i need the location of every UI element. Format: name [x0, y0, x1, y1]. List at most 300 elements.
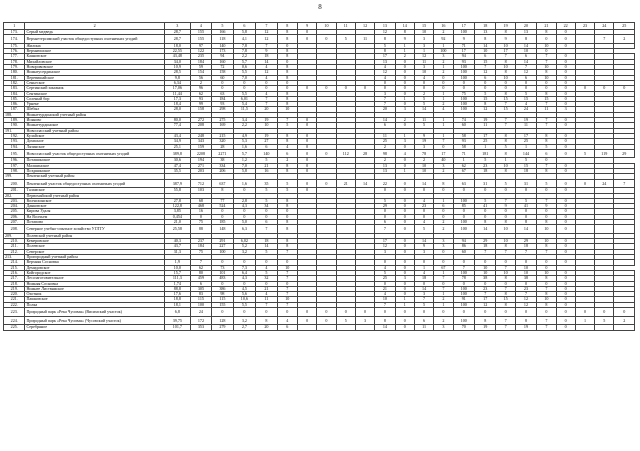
value-cell: 5	[575, 149, 594, 158]
value-cell: 8	[277, 169, 297, 174]
value-cell: 10	[496, 75, 515, 80]
value-cell: 7	[537, 54, 556, 59]
value-cell: 291	[212, 239, 233, 244]
value-cell: 7	[474, 65, 495, 70]
value-cell: 0	[556, 188, 575, 193]
value-cell: 34,0	[164, 59, 190, 64]
value-cell: 0	[556, 123, 575, 128]
area-name-cell: Потапово	[25, 219, 165, 224]
value-cell: 8	[496, 139, 515, 144]
value-cell: 100	[453, 75, 474, 80]
value-cell: 10	[474, 270, 495, 275]
value-cell: 0	[556, 96, 575, 101]
value-cell: 0	[395, 308, 414, 317]
value-cell: 172	[190, 316, 211, 325]
table-row	[4, 225, 635, 234]
value-cell: 3	[375, 249, 395, 254]
value-cell: 0	[233, 209, 256, 214]
value-cell: 7	[537, 118, 556, 123]
column-number-cell: 10	[317, 23, 336, 30]
value-cell: 0	[537, 265, 556, 270]
value-cell: 75	[190, 249, 211, 254]
row-number-cell: 215.	[4, 265, 25, 270]
row-number-cell: 201.	[4, 188, 25, 193]
value-cell: 0	[537, 35, 556, 44]
value-cell: 4	[414, 198, 433, 203]
value-cell: 0	[556, 163, 575, 168]
value-cell: 0	[434, 86, 453, 91]
row-number-cell: 186.	[4, 102, 25, 107]
row-number-cell: 204.	[4, 204, 25, 209]
area-name-cell: Нижнеусердинское	[25, 70, 165, 75]
value-cell: 11	[515, 123, 536, 128]
area-name-cell: Поздшинское	[25, 169, 165, 174]
value-cell: 0	[434, 281, 453, 286]
value-cell: 0	[395, 260, 414, 265]
value-cell: 0	[474, 260, 495, 265]
value-cell: 14	[414, 107, 433, 112]
value-cell: 8	[277, 198, 297, 203]
area-name-cell: Таламское	[25, 188, 165, 193]
value-cell: 0	[414, 281, 433, 286]
row-number-cell: 173.	[4, 30, 25, 35]
value-cell: 7	[277, 118, 297, 123]
value-cell: 0	[256, 308, 277, 317]
column-number-cell: 20	[515, 23, 536, 30]
value-cell: 1	[434, 65, 453, 70]
value-cell: 16	[190, 209, 211, 214]
area-name-cell: Пензенский учетный район	[25, 174, 165, 179]
value-cell: 59	[190, 65, 211, 70]
value-cell: 0	[375, 86, 395, 91]
value-cell: 248	[190, 133, 211, 138]
value-cell: 0	[395, 70, 414, 75]
value-cell: 47,4	[164, 163, 190, 168]
row-number-cell: 225.	[4, 325, 25, 330]
value-cell: 3	[414, 249, 433, 254]
value-cell: 0	[537, 209, 556, 214]
value-cell: 8	[474, 219, 495, 224]
area-name-cell: Новоспасский учетный район	[25, 128, 165, 133]
value-cell: 2271	[212, 149, 233, 158]
value-cell: 7	[537, 102, 556, 107]
value-cell: 0	[375, 260, 395, 265]
value-cell: 9	[496, 35, 515, 44]
value-cell: 5,6	[233, 292, 256, 297]
value-cell: 0	[556, 169, 575, 174]
row-number-cell: 195.	[4, 149, 25, 158]
value-cell: 0	[496, 188, 515, 193]
column-number-cell: 19	[496, 23, 515, 30]
value-cell: 0	[614, 308, 635, 317]
value-cell: 353	[190, 325, 211, 330]
value-cell: 8	[515, 316, 536, 325]
value-cell	[317, 225, 336, 234]
value-cell: 0	[537, 260, 556, 265]
value-cell: 5	[537, 144, 556, 149]
value-cell: 184	[190, 59, 211, 64]
value-cell: 8	[256, 316, 277, 325]
value-cell: 637	[212, 179, 233, 188]
area-name-cell: Михайловское	[25, 59, 165, 64]
value-cell: 0	[297, 169, 316, 174]
value-cell: 14	[474, 43, 495, 48]
value-cell: 2	[434, 225, 453, 234]
value-cell: 7	[277, 286, 297, 291]
value-cell: 4	[434, 107, 453, 112]
value-cell: 71	[453, 149, 474, 158]
value-cell: 6	[375, 219, 395, 224]
area-name-cell: Первомайский учетный район	[25, 193, 165, 198]
value-cell: 75	[453, 91, 474, 96]
value-cell: 5,8	[233, 30, 256, 35]
value-cell: 5	[537, 179, 556, 188]
table-row	[4, 149, 635, 158]
value-cell: 93	[453, 139, 474, 144]
value-cell: 8	[496, 149, 515, 158]
area-name-cell: Койгородское	[25, 270, 165, 275]
value-cell: 5,7	[233, 149, 256, 158]
row-number-cell: 220.	[4, 292, 25, 297]
value-cell: 10	[414, 30, 433, 35]
value-cell: 7	[256, 302, 277, 307]
value-cell: 19	[256, 118, 277, 123]
value-cell: 17,3	[164, 96, 190, 101]
value-cell: 8	[496, 169, 515, 174]
row-number-cell: 174.	[4, 35, 25, 44]
area-name-cell: Нижнетурдинское	[25, 123, 165, 128]
value-cell: 2	[395, 118, 414, 123]
value-cell: 0	[414, 86, 433, 91]
value-cell: 1	[434, 118, 453, 123]
value-cell: 35,5	[164, 169, 190, 174]
value-cell: 0	[556, 316, 575, 325]
value-cell: 7	[515, 292, 536, 297]
value-cell: 8	[474, 35, 495, 44]
value-cell: 154	[190, 70, 211, 75]
area-name-cell: Домасное	[25, 139, 165, 144]
value-cell: 55,8	[164, 188, 190, 193]
value-cell: 3,85	[164, 209, 190, 214]
value-cell: 0	[453, 281, 474, 286]
value-cell: 1	[395, 297, 414, 302]
area-name-cell: Лязинское	[25, 144, 165, 149]
area-name-cell: Пашковское	[25, 297, 165, 302]
value-cell: 43,7	[164, 244, 190, 249]
value-cell: 0	[556, 179, 575, 188]
value-cell: 8	[537, 292, 556, 297]
value-cell: 9	[537, 204, 556, 209]
value-cell: 6	[434, 204, 453, 209]
row-number-cell: 179.	[4, 65, 25, 70]
value-cell: 2	[434, 30, 453, 35]
row-number-cell: 202.	[4, 193, 25, 198]
value-cell: 0	[336, 308, 355, 317]
value-cell: 0	[556, 325, 575, 330]
value-cell: 5	[474, 198, 495, 203]
value-cell: 4,3	[233, 276, 256, 281]
value-cell: 74	[453, 118, 474, 123]
value-cell: 56	[190, 75, 211, 80]
value-cell: 10	[537, 75, 556, 80]
area-name-cell: Нижнетурдинский учетный район	[25, 112, 165, 117]
row-number-cell: 175.	[4, 43, 25, 48]
value-cell: 0	[317, 86, 336, 91]
value-cell: 60	[212, 75, 233, 80]
value-cell: 8	[277, 30, 297, 35]
row-number-cell: 212.	[4, 249, 25, 254]
value-cell: 2	[434, 169, 453, 174]
value-cell: 12	[256, 70, 277, 75]
area-name-cell: Охотник	[25, 292, 165, 297]
value-cell: 18	[256, 54, 277, 59]
value-cell: 29	[614, 149, 635, 158]
value-cell	[355, 225, 374, 234]
value-cell: 184	[190, 244, 211, 249]
column-number-cell: 12	[355, 23, 374, 30]
area-name-cell: Новоривовское	[25, 65, 165, 70]
value-cell: 1	[395, 49, 414, 54]
value-cell: 7	[256, 102, 277, 107]
value-cell: 0	[233, 308, 256, 317]
value-cell: 2	[414, 91, 433, 96]
value-cell: 94	[212, 54, 233, 59]
value-cell: 8	[515, 219, 536, 224]
value-cell: 58	[453, 144, 474, 149]
value-cell: 10	[515, 265, 536, 270]
value-cell: 1	[515, 144, 536, 149]
area-name-cell: Природный парк «Река Чусовая» (Чусовский участок)	[25, 316, 165, 325]
value-cell: 13	[375, 59, 395, 64]
value-cell: 8	[537, 139, 556, 144]
value-cell: 3,2	[233, 316, 256, 325]
value-cell: 99	[190, 102, 211, 107]
value-cell: 7	[496, 118, 515, 123]
area-name-cell: Пензенский участок общедоступных охотничьих угодий	[25, 179, 165, 188]
value-cell: 23	[414, 204, 433, 209]
row-number-cell: 216.	[4, 270, 25, 275]
value-cell: 4	[395, 149, 414, 158]
area-name-cell: Каяновское	[25, 54, 165, 59]
value-cell: 101,7	[164, 325, 190, 330]
value-cell: 4	[375, 65, 395, 70]
value-cell: 0	[515, 86, 536, 91]
column-number-cell: 5	[212, 23, 233, 30]
value-cell: 8	[277, 239, 297, 244]
value-cell: 3	[375, 91, 395, 96]
value-cell: 0	[375, 214, 395, 219]
value-cell: 11	[537, 107, 556, 112]
value-cell: 0	[515, 188, 536, 193]
value-cell: 63	[212, 91, 233, 96]
value-cell: 0	[277, 59, 297, 64]
value-cell: 184	[212, 96, 233, 101]
value-cell: 27,8	[164, 198, 190, 203]
value-cell: 8	[496, 244, 515, 249]
value-cell: 0	[256, 214, 277, 219]
value-cell: 7	[614, 179, 635, 188]
value-cell: 10	[515, 49, 536, 54]
value-cell: 100	[453, 96, 474, 101]
value-cell: 0	[434, 209, 453, 214]
value-cell: 0	[556, 249, 575, 254]
value-cell: 14	[375, 118, 395, 123]
area-name-cell: Северное учебно-опытное хозяйство УГЛТУ	[25, 225, 165, 234]
value-cell: 10	[414, 169, 433, 174]
area-name-cell: Данковское	[25, 204, 165, 209]
value-cell: 0	[434, 188, 453, 193]
value-cell: 0	[395, 198, 414, 203]
row-number-cell: 200.	[4, 179, 25, 188]
row-number-cell: 210.	[4, 239, 25, 244]
page-number: 8	[318, 3, 322, 11]
area-name-cell: Лесозаготовительное	[25, 276, 165, 281]
value-cell: 0	[375, 281, 395, 286]
area-name-cell: Верхнюшское	[25, 49, 165, 54]
value-cell: 19	[474, 325, 495, 330]
value-cell: 1	[434, 270, 453, 275]
value-cell: 0	[375, 80, 395, 85]
value-cell: 0	[297, 30, 316, 35]
row-number-cell: 198.	[4, 169, 25, 174]
column-number-cell: 22	[556, 23, 575, 30]
value-cell: 0	[297, 133, 316, 138]
value-cell: 6	[474, 54, 495, 59]
value-cell: 0	[256, 281, 277, 286]
value-cell: 18	[515, 244, 536, 249]
value-cell: 8	[434, 179, 453, 188]
value-cell: 140	[256, 149, 277, 158]
value-cell: 38	[515, 276, 536, 281]
value-cell: 0	[537, 281, 556, 286]
value-cell: 0	[537, 80, 556, 85]
value-cell: 15	[496, 96, 515, 101]
value-cell: 0	[395, 325, 414, 330]
value-cell: 13	[375, 169, 395, 174]
area-name-cell: Полевской учетный район	[25, 233, 165, 238]
value-cell: 0	[297, 86, 316, 91]
value-cell: 0	[297, 144, 316, 149]
value-cell: 5	[414, 123, 433, 128]
value-cell: 21	[336, 179, 355, 188]
value-cell: 0	[256, 209, 277, 214]
value-cell: 0	[556, 102, 575, 107]
value-cell: 0	[474, 214, 495, 219]
value-cell: 0	[297, 163, 316, 168]
row-number-cell: 181.	[4, 75, 25, 80]
value-cell: 0	[317, 316, 336, 325]
value-cell: 7,8	[233, 43, 256, 48]
value-cell: 0	[233, 80, 256, 85]
area-name-cell: Серый медведь	[25, 30, 165, 35]
value-cell: 18,8	[164, 297, 190, 302]
row-number-cell: 190.	[4, 123, 25, 128]
row-number-cell: 209.	[4, 233, 25, 238]
value-cell: 0	[556, 91, 575, 96]
value-cell: 103	[190, 188, 211, 193]
value-cell: 0	[355, 308, 374, 317]
value-cell: 8	[277, 139, 297, 144]
value-cell: 7	[496, 286, 515, 291]
area-name-cell: Нижняя Сосновка	[25, 281, 165, 286]
value-cell: 17,6	[164, 292, 190, 297]
value-cell: 3,4	[233, 118, 256, 123]
column-number-cell: 3	[164, 23, 190, 30]
value-cell: 0	[515, 214, 536, 219]
value-cell: 8	[496, 133, 515, 138]
value-cell: 8	[277, 244, 297, 249]
value-cell: 100	[453, 292, 474, 297]
value-cell: 0	[375, 188, 395, 193]
value-cell: 0	[515, 308, 536, 317]
value-cell: 14	[355, 179, 374, 188]
value-cell: 3	[395, 276, 414, 281]
value-cell: 8	[277, 133, 297, 138]
value-cell: 62	[190, 91, 211, 96]
value-cell: 100	[453, 30, 474, 35]
value-cell: 43,48	[164, 54, 190, 59]
value-cell: 279	[212, 325, 233, 330]
row-number-cell: 222.	[4, 302, 25, 307]
value-cell: 0	[556, 281, 575, 286]
value-cell: 166	[212, 30, 233, 35]
value-cell	[355, 325, 374, 330]
value-cell: 0	[537, 158, 556, 163]
value-cell: 28	[212, 144, 233, 149]
value-cell: 0	[297, 118, 316, 123]
value-cell: 5	[256, 198, 277, 203]
value-cell: 3	[434, 54, 453, 59]
value-cell: 0	[434, 75, 453, 80]
value-cell: 0	[556, 297, 575, 302]
value-cell: 7	[537, 163, 556, 168]
row-number-cell: 178.	[4, 59, 25, 64]
value-cell: 7	[537, 286, 556, 291]
value-cell: 0	[434, 80, 453, 85]
value-cell: 4	[414, 270, 433, 275]
area-name-cell: Кирова Удаля	[25, 209, 165, 214]
value-cell: 5,2	[233, 244, 256, 249]
value-cell: 6,02	[233, 239, 256, 244]
area-name-cell: Полка	[25, 302, 165, 307]
value-cell: 5	[336, 316, 355, 325]
value-cell: 0	[575, 308, 594, 317]
value-cell: 10	[474, 49, 495, 54]
value-cell	[614, 260, 635, 265]
value-cell: 3	[395, 139, 414, 144]
value-cell: 2	[614, 35, 635, 44]
value-cell: 7,0	[233, 75, 256, 80]
value-cell: 63	[453, 179, 474, 188]
value-cell: 4	[256, 75, 277, 80]
value-cell: 0	[556, 86, 575, 91]
value-cell: 159	[190, 144, 211, 149]
value-cell: 5	[414, 302, 433, 307]
value-cell: 62	[190, 265, 211, 270]
column-number-cell: 14	[395, 23, 414, 30]
value-cell: 0	[434, 144, 453, 149]
value-cell	[614, 325, 635, 330]
value-cell: 5	[277, 179, 297, 188]
value-cell: 24	[190, 308, 211, 317]
value-cell: 8	[277, 96, 297, 101]
value-cell: 0	[515, 80, 536, 85]
value-cell: 7	[537, 198, 556, 203]
value-cell: 70	[453, 325, 474, 330]
row-number-cell: 203.	[4, 198, 25, 203]
value-cell: 5,3	[233, 139, 256, 144]
area-name-cell: Соленый бор	[25, 96, 165, 101]
